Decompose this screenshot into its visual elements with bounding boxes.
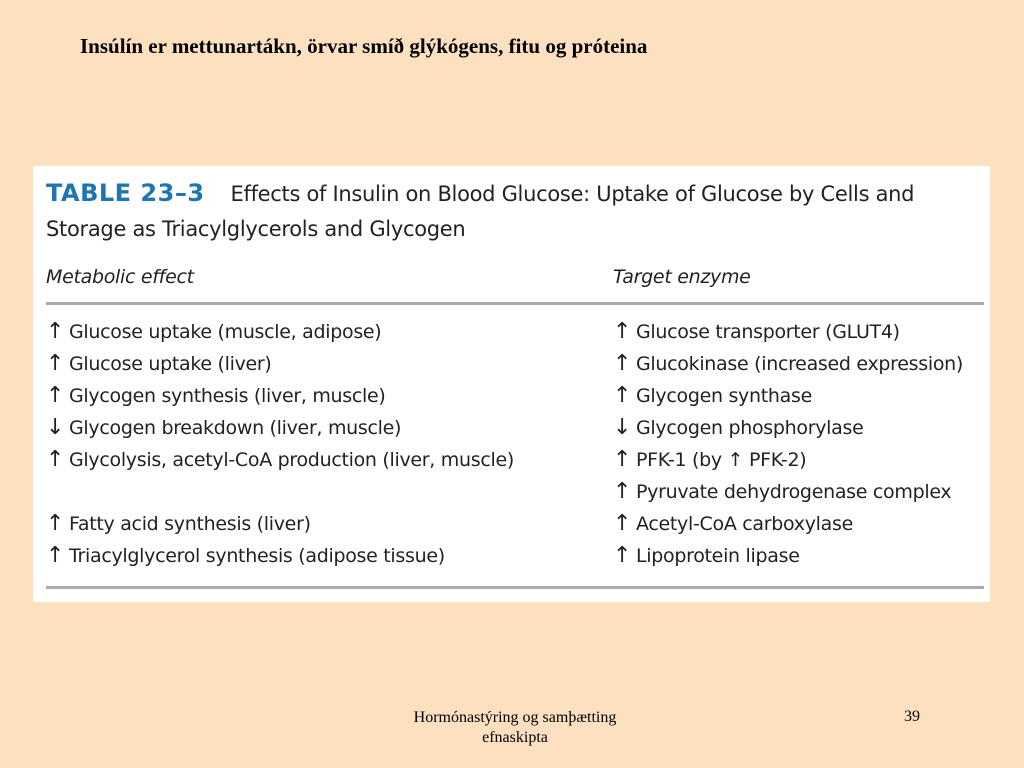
- metabolic-effect-cell: [46, 348, 272, 380]
- slide-title: Insúlín er mettunartákn, örvar smíð glýkógens, fitu og próteina: [80, 34, 648, 58]
- metabolic-effect-text: Triacylglycerol synthesis (adipose tissue): [69, 545, 445, 567]
- footer-line: Hormónastýring og samþætting: [413, 709, 617, 726]
- metabolic-effect-text: Glycogen breakdown (liver, muscle): [69, 417, 402, 439]
- table-bottom-rule: [46, 586, 984, 589]
- metabolic-effect-text: Fatty acid synthesis (liver): [69, 513, 311, 535]
- target-enzyme-cell: [613, 380, 812, 412]
- arrow-down-icon: ↓: [613, 415, 632, 440]
- column-header-target-enzyme: Target enzyme: [613, 266, 751, 288]
- metabolic-effect-cell: [46, 316, 381, 348]
- table-row: [33, 444, 990, 476]
- table-row: [33, 412, 990, 444]
- metabolic-effect-text: Glycogen synthesis (liver, muscle): [69, 385, 386, 407]
- table-row: [33, 508, 990, 540]
- table-row: [33, 348, 990, 380]
- arrow-down-icon: ↓: [46, 415, 65, 440]
- target-enzyme-cell: [613, 508, 853, 540]
- table-row: [33, 476, 990, 508]
- target-enzyme-cell: [613, 412, 863, 444]
- arrow-up-icon: ↑: [613, 479, 632, 504]
- arrow-up-icon: ↑: [613, 447, 632, 472]
- target-enzyme-cell: [613, 444, 806, 476]
- table-top-rule: [46, 302, 984, 305]
- target-enzyme-cell: [613, 476, 951, 508]
- target-enzyme-text: PFK-1 (by ↑ PFK-2): [636, 449, 807, 471]
- target-enzyme-text: Glucokinase (increased expression): [636, 353, 964, 375]
- target-enzyme-text: Glucose transporter (GLUT4): [636, 321, 900, 343]
- metabolic-effect-cell: [46, 476, 69, 508]
- target-enzyme-cell: [613, 348, 963, 380]
- target-enzyme-text: Glycogen synthase: [636, 385, 812, 407]
- metabolic-effect-cell: [46, 444, 514, 476]
- arrow-up-icon: ↑: [46, 543, 65, 568]
- arrow-up-icon: ↑: [613, 351, 632, 376]
- table-body: [33, 316, 990, 572]
- table-row: [33, 316, 990, 348]
- arrow-up-icon: ↑: [46, 511, 65, 536]
- page-number: 39: [904, 708, 920, 725]
- metabolic-effect-cell: [46, 412, 401, 444]
- table-title: Effects of Insulin on Blood Glucose: Uptake of Glucose by Cells and Storage as Triacylglycerols and Glycogen: [46, 182, 915, 241]
- target-enzyme-text: Lipoprotein lipase: [636, 545, 800, 567]
- target-enzyme-text: Glycogen phosphorylase: [636, 417, 864, 439]
- metabolic-effect-text: Glucose uptake (liver): [69, 353, 272, 375]
- arrow-up-icon: ↑: [613, 543, 632, 568]
- target-enzyme-text: Acetyl-CoA carboxylase: [636, 513, 853, 535]
- arrow-up-icon: ↑: [613, 511, 632, 536]
- metabolic-effect-text: Glucose uptake (muscle, adipose): [69, 321, 382, 343]
- target-enzyme-text: Pyruvate dehydrogenase complex: [636, 481, 952, 503]
- slide-footer: [370, 708, 660, 748]
- target-enzyme-cell: [613, 540, 800, 572]
- table-label: TABLE 23–3: [46, 179, 205, 207]
- metabolic-effect-text: Glycolysis, acetyl-CoA production (liver, muscle): [69, 449, 514, 471]
- column-header-metabolic-effect: Metabolic effect: [46, 266, 194, 288]
- arrow-up-icon: ↑: [46, 447, 65, 472]
- table-caption: [46, 176, 976, 247]
- arrow-up-icon: ↑: [613, 383, 632, 408]
- metabolic-effect-cell: [46, 380, 386, 412]
- arrow-up-icon: ↑: [46, 351, 65, 376]
- table-row: [33, 380, 990, 412]
- metabolic-effect-cell: [46, 540, 445, 572]
- arrow-up-icon: ↑: [46, 383, 65, 408]
- footer-line: efnaskipta: [482, 729, 548, 746]
- arrow-up-icon: ↑: [46, 319, 65, 344]
- table-row: [33, 540, 990, 572]
- arrow-up-icon: ↑: [613, 319, 632, 344]
- metabolic-effect-cell: [46, 508, 311, 540]
- target-enzyme-cell: [613, 316, 900, 348]
- table-figure: [33, 166, 990, 602]
